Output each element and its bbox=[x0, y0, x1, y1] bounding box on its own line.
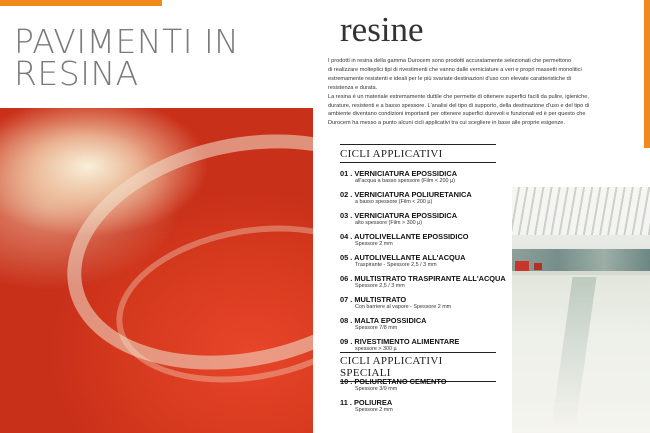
red-machine bbox=[515, 261, 529, 271]
cycle-name: 05 . AUTOLIVELLANTE ALL'ACQUA bbox=[340, 253, 466, 262]
cycle-name: 07 . MULTISTRATO bbox=[340, 295, 407, 304]
intro-line: durature, resistenti e a basso spessore. L'analisi del tipo di supporto, della destinazione d'uso e del tipo di bbox=[328, 102, 590, 109]
cycle-name: 06 . MULTISTRATO TRASPIRANTE ALL'ACQUA bbox=[340, 274, 506, 283]
cycle-name: 04 . AUTOLIVELLANTE EPOSSIDICO bbox=[340, 232, 469, 241]
title-line-1: PAVIMENTI IN bbox=[14, 22, 240, 61]
cicli-speciali-title: CICLI APPLICATIVI SPECIALI bbox=[340, 355, 496, 382]
intro-line: estremamente resistenti e ideali per le più svariate destinazioni d'uso con elevate caratteristiche di bbox=[328, 75, 571, 82]
cycle-name: 09 . RIVESTIMENTO ALIMENTARE bbox=[340, 337, 460, 346]
cycle-note: spessore > 300 µ bbox=[355, 346, 397, 352]
accent-bar-top bbox=[0, 0, 162, 6]
cicli-list bbox=[340, 169, 506, 358]
intro-line: La resina è un materiale estremamente duttile che permette di ottenere superfici facili da pulire, igieniche, bbox=[328, 93, 589, 100]
cycle-name: 02 . VERNICIATURA POLIURETANICA bbox=[340, 190, 472, 199]
list-item bbox=[340, 316, 506, 337]
cycle-note: a basso spessore (Film < 200 µ) bbox=[355, 199, 433, 205]
cycle-note: Traspirante - Spessore 2,5 / 3 mm bbox=[355, 262, 437, 268]
cycle-name: 10 . POLIURETANO CEMENTO bbox=[340, 377, 447, 386]
list-item bbox=[340, 211, 506, 232]
red-machine-small bbox=[534, 263, 542, 270]
divider-top bbox=[340, 144, 496, 145]
intro-line: resistenza e durata. bbox=[328, 84, 378, 91]
list-item bbox=[340, 295, 506, 316]
list-item bbox=[340, 274, 506, 295]
intro-line: ambiente diventano condizioni importanti per ottenere superfici durevoli e funzionali ed è per questo che bbox=[328, 111, 586, 118]
accent-bar-right bbox=[644, 0, 650, 148]
factory-ceiling bbox=[512, 187, 650, 235]
speciali-list bbox=[340, 377, 447, 419]
cycle-note: Con barriere al vapore - Spessore 2 mm bbox=[355, 304, 452, 310]
list-item bbox=[340, 398, 447, 419]
cycle-note: Spessore 3/9 mm bbox=[355, 386, 398, 392]
cycle-name: 01 . VERNICIATURA EPOSSIDICA bbox=[340, 169, 458, 178]
cycle-name: 11 . POLIUREA bbox=[340, 398, 393, 407]
list-item bbox=[340, 377, 447, 398]
cicli-applicativi-title: CICLI APPLICATIVI bbox=[340, 148, 496, 163]
cycle-note: Spessore 2 mm bbox=[355, 407, 393, 413]
cycle-name: 08 . MALTA EPOSSIDICA bbox=[340, 316, 427, 325]
list-item bbox=[340, 253, 506, 274]
divider-speciali bbox=[340, 352, 496, 353]
cycle-name: 03 . VERNICIATURA EPOSSIDICA bbox=[340, 211, 458, 220]
red-resin-floor-photo bbox=[0, 108, 313, 433]
industrial-floor-photo bbox=[512, 187, 650, 433]
list-item bbox=[340, 169, 506, 190]
cycle-note: Spessore 2,5 / 3 mm bbox=[355, 283, 405, 289]
intro-line: I prodotti in resina della gamma Durocem sono prodotti accuratamente selezionati che permettono bbox=[328, 58, 572, 64]
section-heading-resine: resine bbox=[340, 10, 424, 49]
cycle-note: Spessore 7/8 mm bbox=[355, 325, 398, 331]
list-item bbox=[340, 190, 506, 211]
intro-line: di realizzare molteplici tipi di rivestimenti che vanno dalle verniciature a veri e propri massetti monolitici bbox=[328, 66, 582, 73]
cycle-note: alto spessore (Film > 300 µ) bbox=[355, 220, 423, 226]
cycle-note: all'acqua a basso spessore (Film < 200 µ) bbox=[355, 178, 455, 184]
title-line-2: RESINA bbox=[14, 54, 139, 93]
intro-line: Durocem ha messo a punto alcuni cicli applicativi tra cui scegliere in base alle proprie esigenze. bbox=[328, 120, 565, 127]
page-title bbox=[14, 22, 240, 93]
cycle-note: Spessore 2 mm bbox=[355, 241, 393, 247]
intro-paragraph bbox=[328, 57, 633, 128]
list-item bbox=[340, 232, 506, 253]
factory-machinery bbox=[512, 249, 650, 271]
